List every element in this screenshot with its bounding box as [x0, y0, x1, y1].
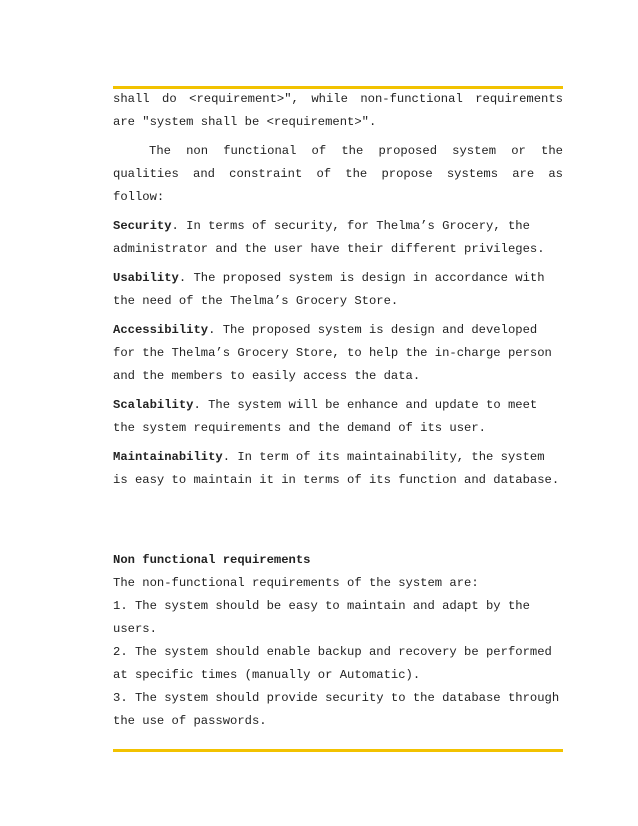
list-item: 3. The system should provide security to the database through the use of passwords. — [113, 691, 560, 728]
item-accessibility — [113, 319, 563, 388]
page-content — [113, 88, 563, 733]
nfr-intro: The non-functional requirements of the system are: — [113, 576, 479, 590]
item-term: Maintainability — [113, 450, 223, 464]
intro-line-2: are "system shall be <requirement>". — [113, 115, 377, 129]
bottom-rule — [113, 749, 563, 752]
item-text: . The system will be enhance and update to meet the system requirements and the demand of its user. — [113, 398, 538, 435]
intro-line-1: shall do <requirement>", while non-functional requirements — [113, 92, 563, 106]
item-term: Accessibility — [113, 323, 209, 337]
item-text: . The proposed system is design in accordance with the need of the Thelma’s Grocery Store. — [113, 271, 545, 308]
item-maintainability — [113, 446, 563, 492]
item-term: Usability — [113, 271, 179, 285]
item-scalability — [113, 394, 563, 440]
item-term: Security — [113, 219, 172, 233]
item-usability — [113, 267, 563, 313]
list-item: 2. The system should enable backup and recovery be performed at specific times (manually or Automatic). — [113, 645, 552, 682]
item-text: . In term of its maintainability, the system is easy to maintain it in terms of its function and database. — [113, 450, 560, 487]
nfr-heading: Non functional requirements — [113, 553, 311, 567]
intro-paragraph: The non functional of the proposed system or the qualities and constraint of the propose systems are as follow: — [113, 144, 563, 204]
list-item: 1. The system should be easy to maintain and adapt by the users. — [113, 599, 530, 636]
item-text: . In terms of security, for Thelma’s Grocery, the administrator and the user have their different privileges. — [113, 219, 545, 256]
item-text: . The proposed system is design and developed for the Thelma’s Grocery Store, to help the in-charge person and the members to easily access the data. — [113, 323, 552, 383]
item-term: Scalability — [113, 398, 194, 412]
item-security — [113, 215, 563, 261]
